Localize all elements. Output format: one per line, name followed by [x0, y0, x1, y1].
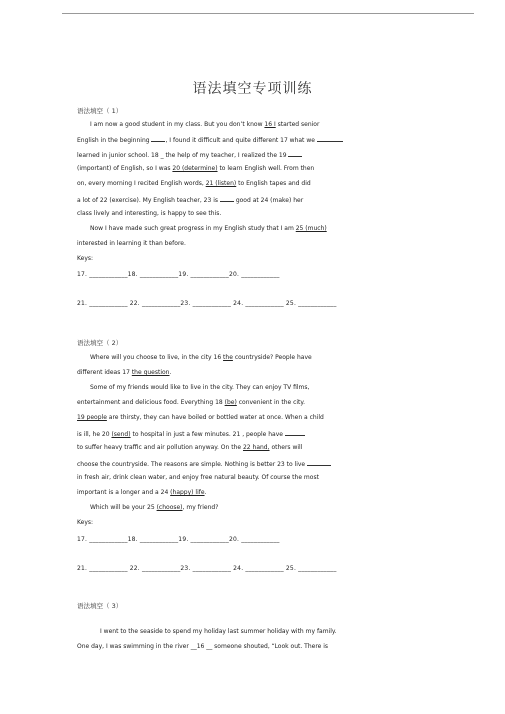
- section-2-line: to suffer heavy traffic and air pollution anyway. On the 22 hand, others will: [77, 444, 303, 451]
- section-1-line: a lot of 22 (exercise). My English teacher, 23 is good at 24 (make) her: [77, 197, 304, 204]
- page-title: 语法填空专项训练: [192, 81, 313, 97]
- section-1-answers-row-2[interactable]: 21. ____________ 22. ____________23. ____________ 24. ____________ 25. ____________: [77, 300, 337, 307]
- section-2-line: different ideas 17 the question.: [77, 369, 172, 376]
- section-1-line: I am now a good student in my class. But you don’t know 16 I started senior: [90, 121, 320, 128]
- section-3-line: I went to the seaside to spend my holiday last summer holiday with my family.: [100, 628, 337, 635]
- section-2-line: in fresh air, drink clean water, and enjoy free natural beauty. Of course the most: [77, 474, 319, 481]
- section-1-answers-row-1[interactable]: 17. ____________18. ____________19. ____________20. ____________: [77, 271, 280, 278]
- section-2-line: Where will you choose to live, in the city 16 the countryside? People have: [90, 354, 312, 361]
- fill-blank[interactable]: [317, 135, 343, 142]
- section-2-line: Some of my friends would like to live in the city. They can enjoy TV films,: [90, 384, 310, 391]
- fill-blank[interactable]: [288, 150, 302, 157]
- section-2-keys-label: Keys:: [77, 519, 94, 526]
- section-1-line: English in the beginning , I found it difficult and quite different 17 what we: [77, 135, 427, 145]
- section-1-line: (important) of English, so I was 20 (determine) to learn English well. From then: [77, 165, 315, 172]
- section-1-line: learned in junior school. 18 _ the help of my teacher, I realized the 19: [77, 150, 427, 160]
- section-2-line: entertainment and delicious food. Everything 18 (be) convenient in the city.: [77, 399, 306, 406]
- section-2-line: important is a longer and a 24 (happy) life.: [77, 489, 207, 496]
- section-2-line: is ill, he 20 (send) to hospital in just a few minutes. 21 , people have: [77, 429, 427, 439]
- fill-blank[interactable]: [307, 459, 331, 466]
- section-1-line: on, every morning I recited English words, 21 (listen) to English tapes and did: [77, 180, 311, 187]
- section-2-line: 19 people are thirsty, they can have boiled or bottled water at once. When a child: [77, 414, 324, 421]
- section-1-line: class lively and interesting, is happy to see this.: [77, 210, 222, 217]
- section-2-line: choose the countryside. The reasons are simple. Nothing is better 23 to live: [77, 459, 427, 469]
- header-rule: [62, 13, 474, 14]
- section-1-line: interested in learning it than before.: [77, 240, 186, 247]
- fill-blank[interactable]: [285, 429, 305, 436]
- section-2-heading: 语法填空（ 2）: [77, 339, 123, 347]
- section-2-answers-row-1[interactable]: 17. ____________18. ____________19. ____________20. ____________: [77, 536, 280, 543]
- fill-blank[interactable]: [220, 195, 234, 202]
- section-2-answers-row-2[interactable]: 21. ____________ 22. ____________23. ____________ 24. ____________ 25. ____________: [77, 565, 337, 572]
- section-2-line: Which will be your 25 (choose), my friend?: [90, 504, 219, 511]
- section-1-keys-label: Keys:: [77, 255, 94, 262]
- section-3-heading: 语法填空（ 3）: [77, 602, 123, 610]
- section-3-line: One day, I was swimming in the river __16 __ someone shouted, “Look out. There is: [77, 643, 329, 650]
- fill-blank[interactable]: [151, 135, 165, 142]
- section-1-line: Now I have made such great progress in my English study that I am 25 (much): [90, 225, 327, 232]
- section-1-heading: 语法填空（ 1）: [77, 107, 123, 115]
